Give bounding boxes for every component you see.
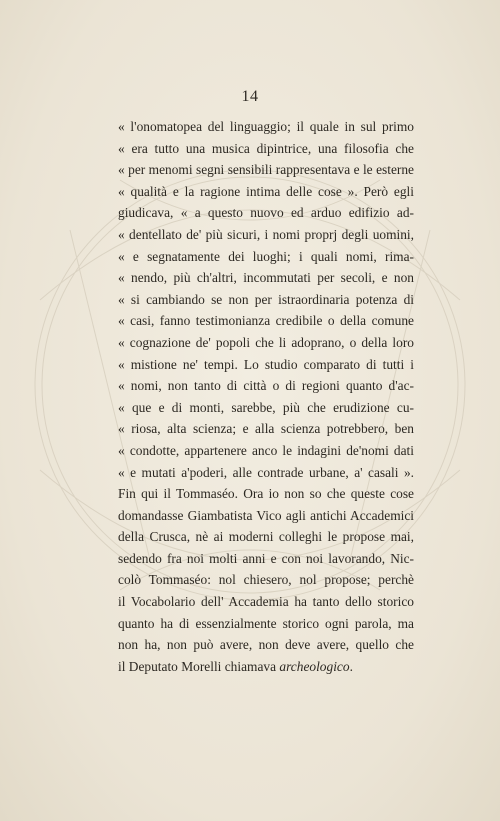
last-line-suffix: . bbox=[349, 658, 353, 674]
text-line: « cognazione de' popoli che li adoprano, o della loro bbox=[118, 334, 414, 350]
text-line: quanto ha di essenzialmente storico ogni parola, ma bbox=[118, 615, 414, 631]
text-line: « nomi, non tanto di città o di regioni quanto d'ac- bbox=[118, 378, 414, 394]
text-line: « que e di monti, sarebbe, più che erudizione cu- bbox=[118, 399, 414, 415]
text-line: « per menomi segni sensibili rappresentava e le esterne bbox=[118, 162, 414, 178]
italic-word: archeologico bbox=[279, 658, 350, 674]
text-line: « mistione ne' tempi. Lo studio comparato di tutti i bbox=[118, 356, 414, 372]
text-line: colò Tommaséo: nol chiesero, nol propose; perchè bbox=[118, 572, 414, 588]
text-line: « condotte, appartenere anco le indagini de'nomi dati bbox=[118, 442, 414, 458]
text-line: Fin qui il Tommaséo. Ora io non so che queste cose bbox=[118, 486, 414, 502]
body-text bbox=[118, 116, 414, 677]
text-line: « casi, fanno testimonianza credibile o della comune bbox=[118, 313, 414, 329]
text-line: « e mutati a'poderi, alle contrade urbane, a' casali ». bbox=[118, 464, 414, 480]
text-line: non ha, non può avere, non deve avere, quello che bbox=[118, 637, 414, 653]
text-line: « l'onomatopea del linguaggio; il quale in sul primo bbox=[118, 119, 414, 134]
text-line: « dentellato de' più sicuri, i nomi proprj degli uomini, bbox=[118, 226, 414, 242]
text-line: « era tutto una musica dipintrice, una filosofia che bbox=[118, 140, 414, 156]
text-line-last bbox=[118, 656, 414, 678]
text-line: sedendo fra noi molti anni e con noi lavorando, Nic- bbox=[118, 550, 414, 566]
text-line: giudicava, « a questo nuovo ed arduo edifizio ad- bbox=[118, 205, 414, 221]
text-line: il Vocabolario dell' Accademia ha tanto dello storico bbox=[118, 594, 414, 610]
text-line: « qualità e la ragione intima delle cose ». Però egli bbox=[118, 183, 414, 199]
text-line: « nendo, più ch'altri, incommutati per secoli, e non bbox=[118, 270, 414, 286]
text-line: « e segnatamente dei luoghi; i quali nomi, rima- bbox=[118, 248, 414, 264]
last-line-prefix: il Deputato Morelli chiamava bbox=[118, 658, 280, 674]
page-number: 14 bbox=[241, 88, 259, 105]
text-line: domandasse Giambatista Vico agli antichi Accademici bbox=[118, 507, 414, 523]
text-line: « riosa, alta scienza; e alla scienza potrebbero, ben bbox=[118, 421, 414, 437]
text-line: della Crusca, nè ai moderni colleghi le propose mai, bbox=[118, 529, 414, 545]
text-line: « si cambiando se non per istraordinaria potenza di bbox=[118, 291, 414, 307]
